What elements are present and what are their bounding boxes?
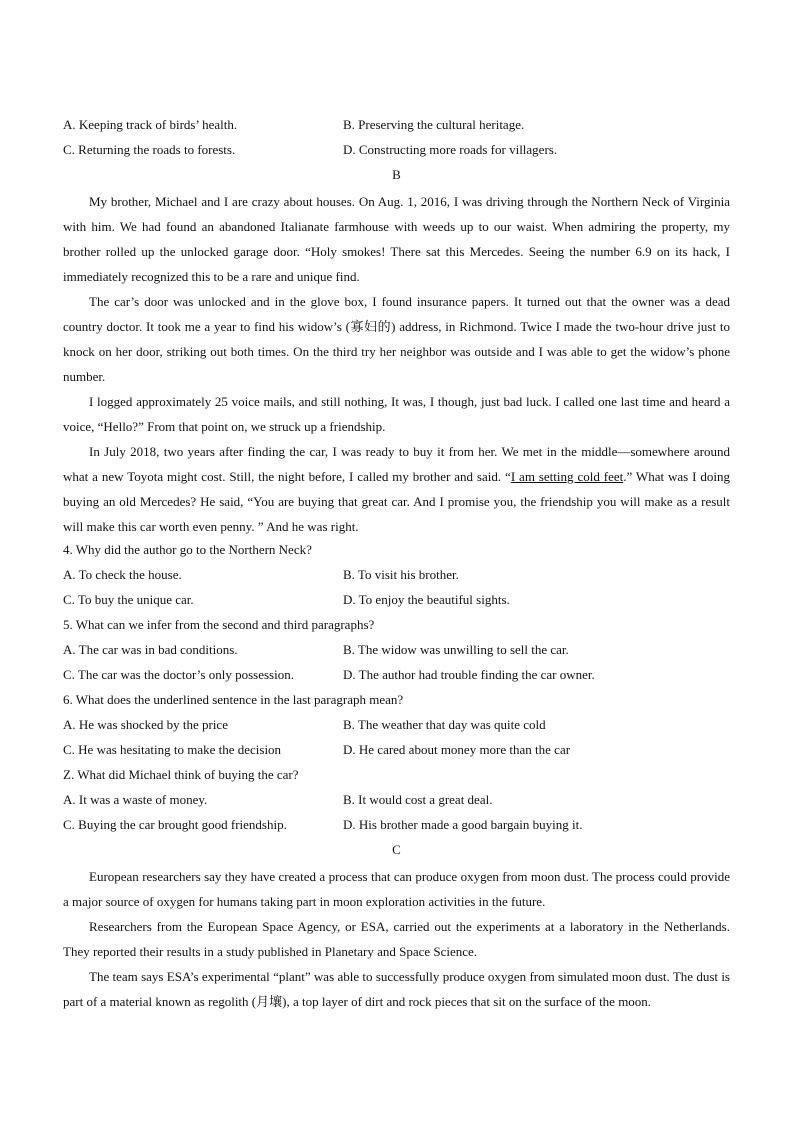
question-4-option-a: A. To check the house. [63, 567, 182, 582]
option-b: B. Preserving the cultural heritage. [343, 117, 525, 132]
option-a: A. Keeping track of birds’ health. [63, 117, 238, 132]
section-c-paragraph-2: Researchers from the European Space Agency, or ESA, carried out the experiments at a laboratory in the Netherlands. They reported their results in a study published in Planetary and Space Science. [63, 919, 730, 959]
question-6-stem: 6. What does the underlined sentence in the last paragraph mean? [63, 692, 404, 707]
question-6-option-c: C. He was hesitating to make the decision [63, 742, 282, 757]
section-b-paragraph-3: I logged approximately 25 voice mails, and still nothing, It was, I though, just bad luck. I called one last time and heard a voice, “Hello?” From that point on, we struck up a friendship. [63, 394, 730, 434]
question-7-option-a: A. It was a waste of money. [63, 792, 208, 807]
section-b-heading: B [392, 167, 401, 182]
option-d: D. Constructing more roads for villagers. [343, 142, 558, 157]
section-b-paragraph-4 [63, 439, 730, 539]
question-4-stem: 4. Why did the author go to the Northern Neck? [63, 542, 312, 557]
question-7-stem: Z. What did Michael think of buying the car? [63, 767, 299, 782]
option-row [63, 789, 730, 814]
question-7-option-d: D. His brother made a good bargain buying it. [343, 817, 583, 832]
question-5-option-d: D. The author had trouble finding the car owner. [343, 667, 595, 682]
question-6-option-a: A. He was shocked by the price [63, 717, 228, 732]
question-7-option-b: B. It would cost a great deal. [343, 792, 493, 807]
question-6-option-b: B. The weather that day was quite cold [343, 717, 546, 732]
option-row [63, 114, 730, 139]
section-c-paragraph-1: European researchers say they have created a process that can produce oxygen from moon dust. The process could provide a major source of oxygen for humans taking part in moon exploration activities in the future. [63, 869, 730, 909]
question-5-option-b: B. The widow was unwilling to sell the car. [343, 642, 569, 657]
option-row [63, 714, 730, 739]
section-b-paragraph-1: My brother, Michael and I are crazy about houses. On Aug. 1, 2016, I was driving through the Northern Neck of Virginia with him. We had found an abandoned Italianate farmhouse with weeds up to our waist. When admiring the property, my brother rolled up the unlocked garage door. “Holy smokes! There sat this Mercedes. Seeing the number 6.9 on its hack, I immediately recognized this to be a rare and unique find. [63, 194, 730, 284]
question-5-option-a: A. The car was in bad conditions. [63, 642, 238, 657]
page-content [63, 114, 730, 1014]
underlined-sentence: I am setting cold feet [510, 469, 624, 484]
option-row [63, 739, 730, 764]
option-row [63, 814, 730, 839]
question-4-option-c: C. To buy the unique car. [63, 592, 194, 607]
question-4-option-b: B. To visit his brother. [343, 567, 459, 582]
option-c: C. Returning the roads to forests. [63, 142, 236, 157]
section-c-paragraph-3: The team says ESA’s experimental “plant” was able to successfully produce oxygen from simulated moon dust. The dust is part of a material known as regolith (月壤), a top layer of dirt and rock pieces that sit on the surface of the moon. [63, 969, 730, 1009]
question-6-option-d: D. He cared about money more than the car [343, 742, 571, 757]
question-5-stem: 5. What can we infer from the second and third paragraphs? [63, 617, 375, 632]
question-4-option-d: D. To enjoy the beautiful sights. [343, 592, 510, 607]
question-5-option-c: C. The car was the doctor’s only possession. [63, 667, 294, 682]
option-row [63, 589, 730, 614]
option-row [63, 664, 730, 689]
question-7-option-c: C. Buying the car brought good friendship. [63, 817, 287, 832]
paragraph-text: In July 2018, two years after finding the car, I was ready to buy it from her. We met in the middle—somewhere around what a new Toyota might cost. Still, the night before, I called my brother and said. “ [63, 444, 730, 484]
section-c-heading: C [392, 842, 401, 857]
option-row [63, 564, 730, 589]
option-row [63, 639, 730, 664]
option-row [63, 139, 730, 164]
section-b-paragraph-2: The car’s door was unlocked and in the glove box, I found insurance papers. It turned out that the owner was a dead country doctor. It took me a year to find his widow’s (寡妇的) address, in Richmond. Twice I made the two-hour drive just to knock on her door, striking out both times. On the third try her neighbor was outside and I was able to get the widow’s phone number. [63, 294, 730, 384]
paragraph-text: .” What was I doing buying an old Mercedes? He said, “You are buying that great car. And I promise you, the friendship you will make as a result will make this car worth even penny. ” And he was right. [63, 469, 730, 534]
